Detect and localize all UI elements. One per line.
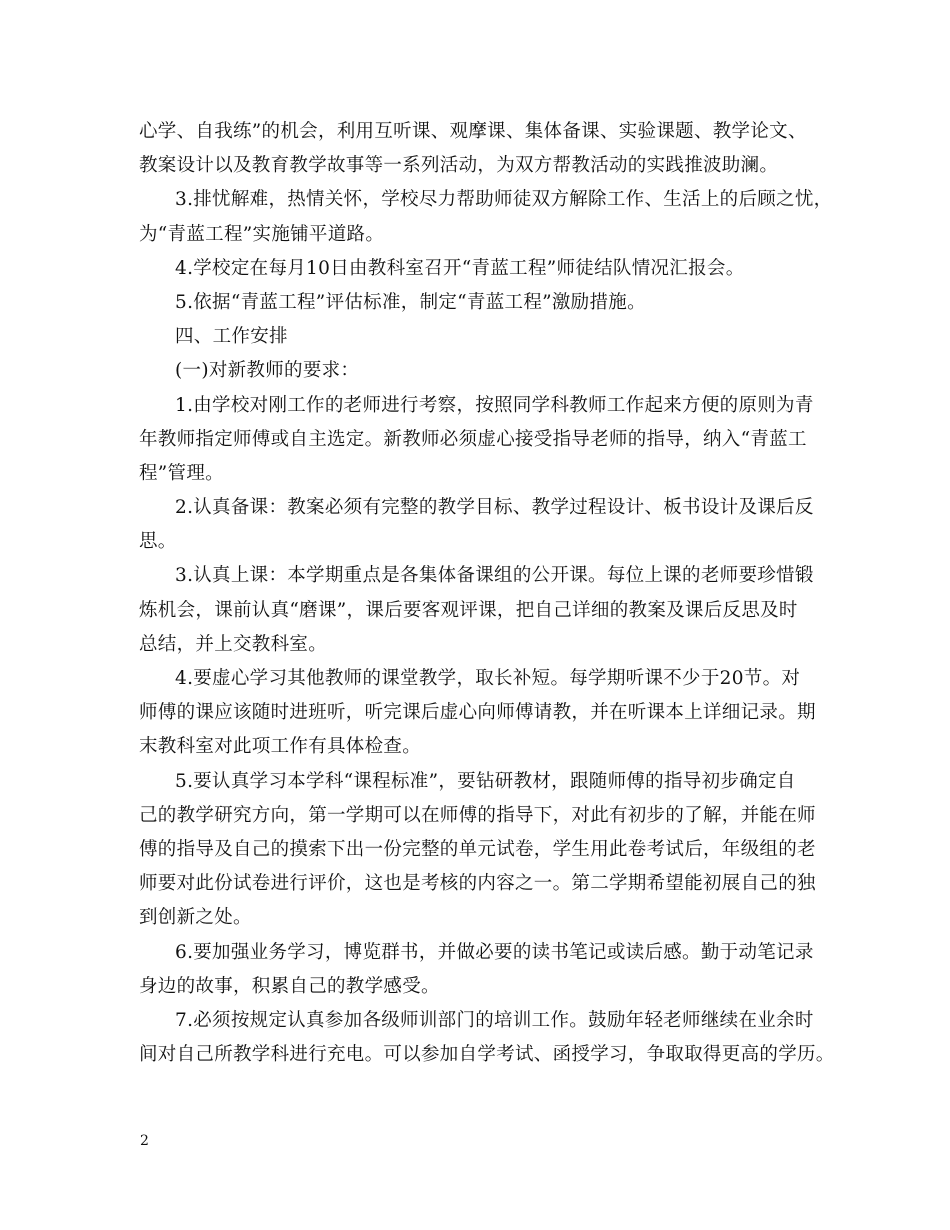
text-line: 间对自己所教学科进行充电。可以参加自学考试、函授学习，争取取得更高的学历。: [139, 1044, 835, 1066]
text-line: 总结，并上交教科室。: [139, 633, 328, 655]
text-line: 四、工作安排: [175, 326, 288, 348]
text-line: 师傅的课应该随时进班听，听完课后虚心向师傅请教，并在听课本上详细记录。期: [139, 702, 816, 724]
text-line: 7.必须按规定认真参加各级师训部门的培训工作。鼓励年轻老师继续在业余时: [175, 1009, 814, 1031]
text-line: 3.排忧解难，热情关怀，学校尽力帮助师徒双方解除工作、生活上的后顾之忧，: [175, 189, 833, 211]
text-line: 1.由学校对刚工作的老师进行考察，按照同学科教师工作起来方便的原则为青: [175, 394, 814, 416]
text-line: 为“青蓝工程”实施铺平道路。: [139, 223, 385, 245]
page-number: 2: [140, 1133, 149, 1149]
text-line: 5.依据“青蓝工程”评估标准，制定“青蓝工程”激励措施。: [175, 291, 646, 313]
text-line: 炼机会，课前认真“磨课”，课后要客观评课，把自己详细的教案及课后反思及时: [139, 599, 798, 621]
text-line: 师要对此份试卷进行评价，这也是考核的内容之一。第二学期希望能初展自己的独: [139, 873, 816, 895]
document-body: [139, 115, 835, 1072]
text-line: 4.要虚心学习其他教师的课堂教学，取长补短。每学期听课不少于20节。对: [175, 668, 801, 689]
text-line: 2.认真备课：教案必须有完整的教学目标、教学过程设计、板书设计及课后反: [175, 497, 814, 519]
text-line: 末教科室对此项工作有具体检查。: [139, 736, 422, 758]
text-line: 傅的指导及自己的摸索下出一份完整的单元试卷，学生用此卷考试后，年级组的老: [139, 838, 816, 860]
text-line: 程”管理。: [139, 462, 224, 484]
text-line: 己的教学研究方向，第一学期可以在师傅的指导下，对此有初步的了解，并能在师: [139, 804, 816, 826]
text-line: 年教师指定师傅或自主选定。新教师必须虚心接受指导老师的指导，纳入“青蓝工: [139, 428, 807, 450]
text-line: 3.认真上课：本学期重点是各集体备课组的公开课。每位上课的老师要珍惜锻: [175, 565, 814, 587]
text-line: 心学、自我练”的机会，利用互听课、观摩课、集体备课、实验课题、教学论文、: [139, 121, 807, 142]
text-line: 思。: [139, 531, 177, 553]
text-line: 5.要认真学习本学科“课程标准”，要钻研教材，跟随师傅的指导初步确定自: [175, 770, 796, 792]
text-line: 身边的故事，积累自己的教学感受。: [139, 975, 440, 997]
text-line: 教案设计以及教育教学故事等一系列活动，为双方帮教活动的实践推波助澜。: [139, 155, 779, 177]
text-line: (一)对新教师的要求：: [175, 360, 360, 382]
text-line: 6.要加强业务学习，博览群书，并做必要的读书笔记或读后感。勤于动笔记录: [175, 941, 814, 963]
text-line: 4.学校定在每月10日由教科室召开“青蓝工程”师徒结队情况汇报会。: [175, 257, 745, 279]
text-line: 到创新之处。: [139, 907, 252, 929]
